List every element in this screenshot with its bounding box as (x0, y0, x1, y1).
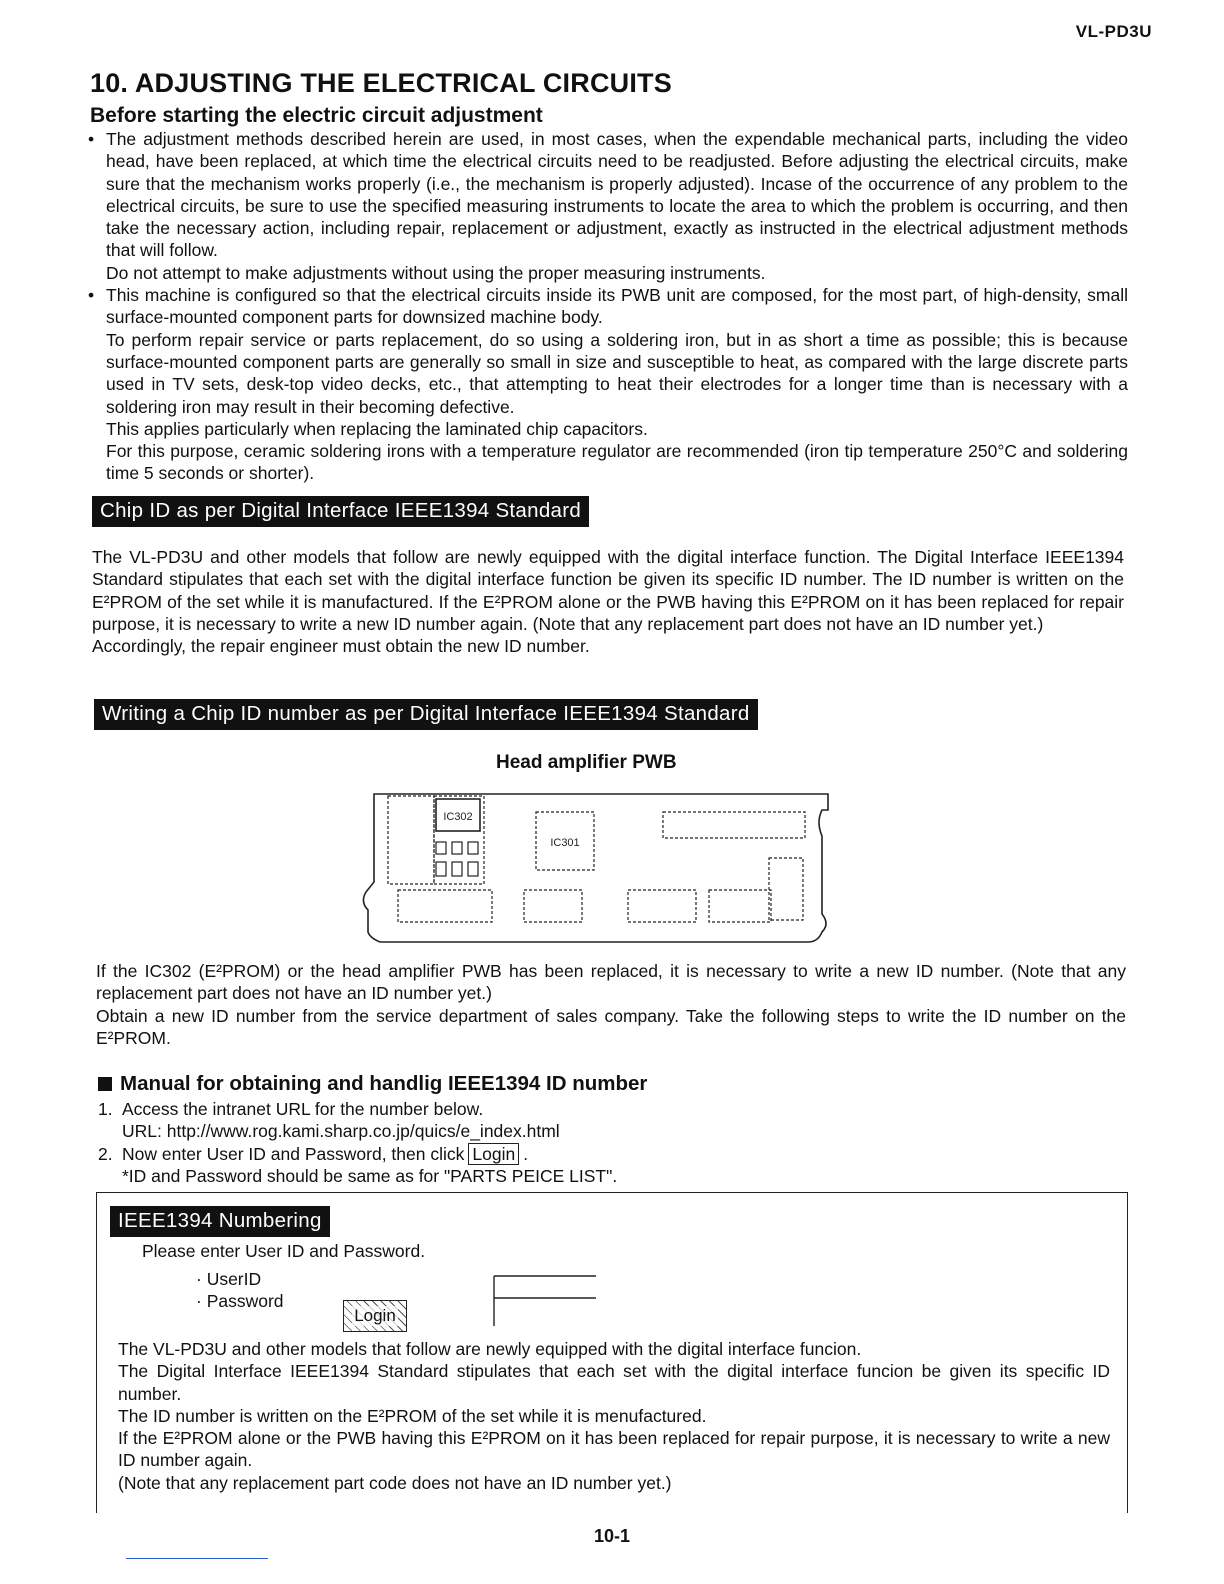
section-subtitle: Before starting the electric circuit adjustment (90, 104, 543, 127)
step2-post: . (523, 1143, 529, 1164)
bullet-paragraph: For this purpose, ceramic soldering irons with a temperature regulator are recommended (iron tip temperature 250°C and soldering time 5 seconds or shorter). (106, 441, 1128, 484)
component-outline (398, 890, 492, 922)
component-outline (663, 812, 805, 838)
form-body-line: The ID number is written on the E²PROM of the set while it is menufactured. (118, 1405, 707, 1426)
small-component (436, 842, 446, 854)
component-outline (628, 890, 696, 922)
bullet-paragraph: • This machine is configured so that the electrical circuits inside its PWB unit are composed, for the most part, of high-density, small surface-mounted component parts for downsized machine body. (106, 285, 1128, 328)
bullet-paragraph: Do not attempt to make adjustments without using the proper measuring instruments. (106, 262, 766, 283)
step-text: Access the intranet URL for the number below. (122, 1099, 484, 1119)
small-component (468, 842, 478, 854)
form-body-line: The VL-PD3U and other models that follow are newly equipped with the digital interface funcion. (118, 1339, 862, 1359)
password-label: · Password (196, 1291, 284, 1311)
manual-steps (98, 1098, 1098, 1187)
small-component (468, 862, 478, 876)
writing-chip-id-banner: Writing a Chip ID number as per Digital Interface IEEE1394 Standard (94, 699, 758, 730)
form-body-line: (Note that any replacement part code does not have an ID number yet.) (118, 1472, 672, 1493)
section-title: 10. ADJUSTING THE ELECTRICAL CIRCUITS (90, 68, 672, 98)
step-note: *ID and Password should be same as for "PARTS PEICE LIST". (122, 1165, 618, 1186)
manual-title: Manual for obtaining and handlig IEEE1394 ID number (120, 1072, 648, 1095)
credential-input-fields[interactable] (490, 1274, 602, 1330)
step-number: 1. (98, 1099, 113, 1119)
login-button-reference: Login (468, 1143, 519, 1165)
pwb-outline (363, 794, 828, 942)
manual-step (98, 1143, 1098, 1188)
step-number: 2. (98, 1143, 113, 1164)
intro-bullet (88, 128, 1128, 284)
figure-title: Head amplifier PWB (496, 752, 677, 773)
step-text (122, 1143, 617, 1165)
bullet-paragraph: This applies particularly when replacing the laminated chip capacitors. (106, 418, 648, 439)
replacement-paragraph: If the IC302 (E²PROM) or the head amplifier PWB has been replaced, it is necessary to write a new ID number. (Note that any replacement part does not have an ID number yet.) (96, 961, 1126, 1004)
chip-id-text (92, 546, 1124, 657)
intro-bullet-list (88, 128, 1128, 485)
chip-id-paragraph: Accordingly, the repair engineer must obtain the new ID number. (92, 636, 590, 657)
intro-bullet (88, 284, 1128, 485)
numbering-banner: IEEE1394 Numbering (110, 1206, 330, 1237)
component-outline (388, 796, 434, 884)
model-number: VL-PD3U (1075, 22, 1152, 41)
ic302-label: IC302 (443, 811, 473, 823)
login-button[interactable] (343, 1300, 407, 1332)
userid-input (494, 1276, 596, 1298)
square-bullet-icon (98, 1077, 112, 1091)
component-outline (524, 890, 582, 922)
footer-rule (126, 1558, 268, 1559)
manual-step (98, 1098, 1098, 1143)
ic301-label: IC301 (550, 837, 580, 849)
replacement-text (96, 960, 1126, 1049)
form-body-text (118, 1338, 1110, 1494)
chip-id-paragraph: The VL-PD3U and other models that follow are newly equipped with the digital interface function. The Digital Interface IEEE1394 Standard stipulates that each set with the digital interface function be given its specific ID number. The ID number is written on the E²PROM of the set while it is manufactured. If the E²PROM alone or the PWB having this E²PROM on it has been replaced for repair purpose, it is necessary to write a new ID number again. (Note that any replacement part does not have an ID number yet.) (92, 547, 1124, 634)
manual-heading (98, 1072, 647, 1096)
page-number: 10-1 (594, 1526, 631, 1546)
userid-label: · UserID (196, 1269, 262, 1289)
form-body-line: If the E²PROM alone or the PWB having this E²PROM on it has been replaced for repair purpose, it is necessary to write a new ID number again. (118, 1428, 1110, 1471)
component-outline (769, 858, 803, 920)
component-outline (434, 796, 484, 884)
login-button-label: Login (354, 1306, 396, 1325)
step-url: URL: http://www.rog.kami.sharp.co.jp/quics/e_index.html (122, 1121, 560, 1142)
step2-pre: Now enter User ID and Password, then click (122, 1143, 465, 1164)
component-outline (709, 890, 771, 922)
head-amplifier-pwb-diagram (356, 786, 836, 948)
form-body-line: The Digital Interface IEEE1394 Standard stipulates that each set with the digital interface funcion be given its specific ID number. (118, 1361, 1110, 1404)
small-component (452, 842, 462, 854)
small-component (452, 862, 462, 876)
bullet-paragraph: To perform repair service or parts replacement, do so using a soldering iron, but in as short a time as possible; this is because surface-mounted component parts are generally so small in size and susceptible to heat, as compared with the large discrete parts used in TV sets, desk-top video decks, etc., that attempting to heat their electrodes for a longer time than is necessary with a soldering iron may result in their becoming defective. (106, 329, 1128, 417)
replacement-paragraph: Obtain a new ID number from the service department of sales company. Take the following steps to write the ID number on the E²PROM. (96, 1005, 1126, 1048)
chip-id-banner: Chip ID as per Digital Interface IEEE1394 Standard (92, 496, 589, 527)
form-prompt: Please enter User ID and Password. (142, 1241, 426, 1261)
small-component (436, 862, 446, 876)
bullet-paragraph: • The adjustment methods described herein are used, in most cases, when the expendable mechanical parts, including the video head, have been replaced, at which time the electrical circuits need to be readjusted. Before adjusting the electrical circuits, make sure that the mechanism works properly (i.e., the mechanism is properly adjusted). Incase of the occurrence of any problem to the electrical circuits, be sure to use the specified measuring instruments to locate the area to which the problem is occurring, and then take the necessary action, including repair, replacement or adjustment, exactly as instructed in the electrical adjustment methods that will follow. (106, 129, 1128, 261)
